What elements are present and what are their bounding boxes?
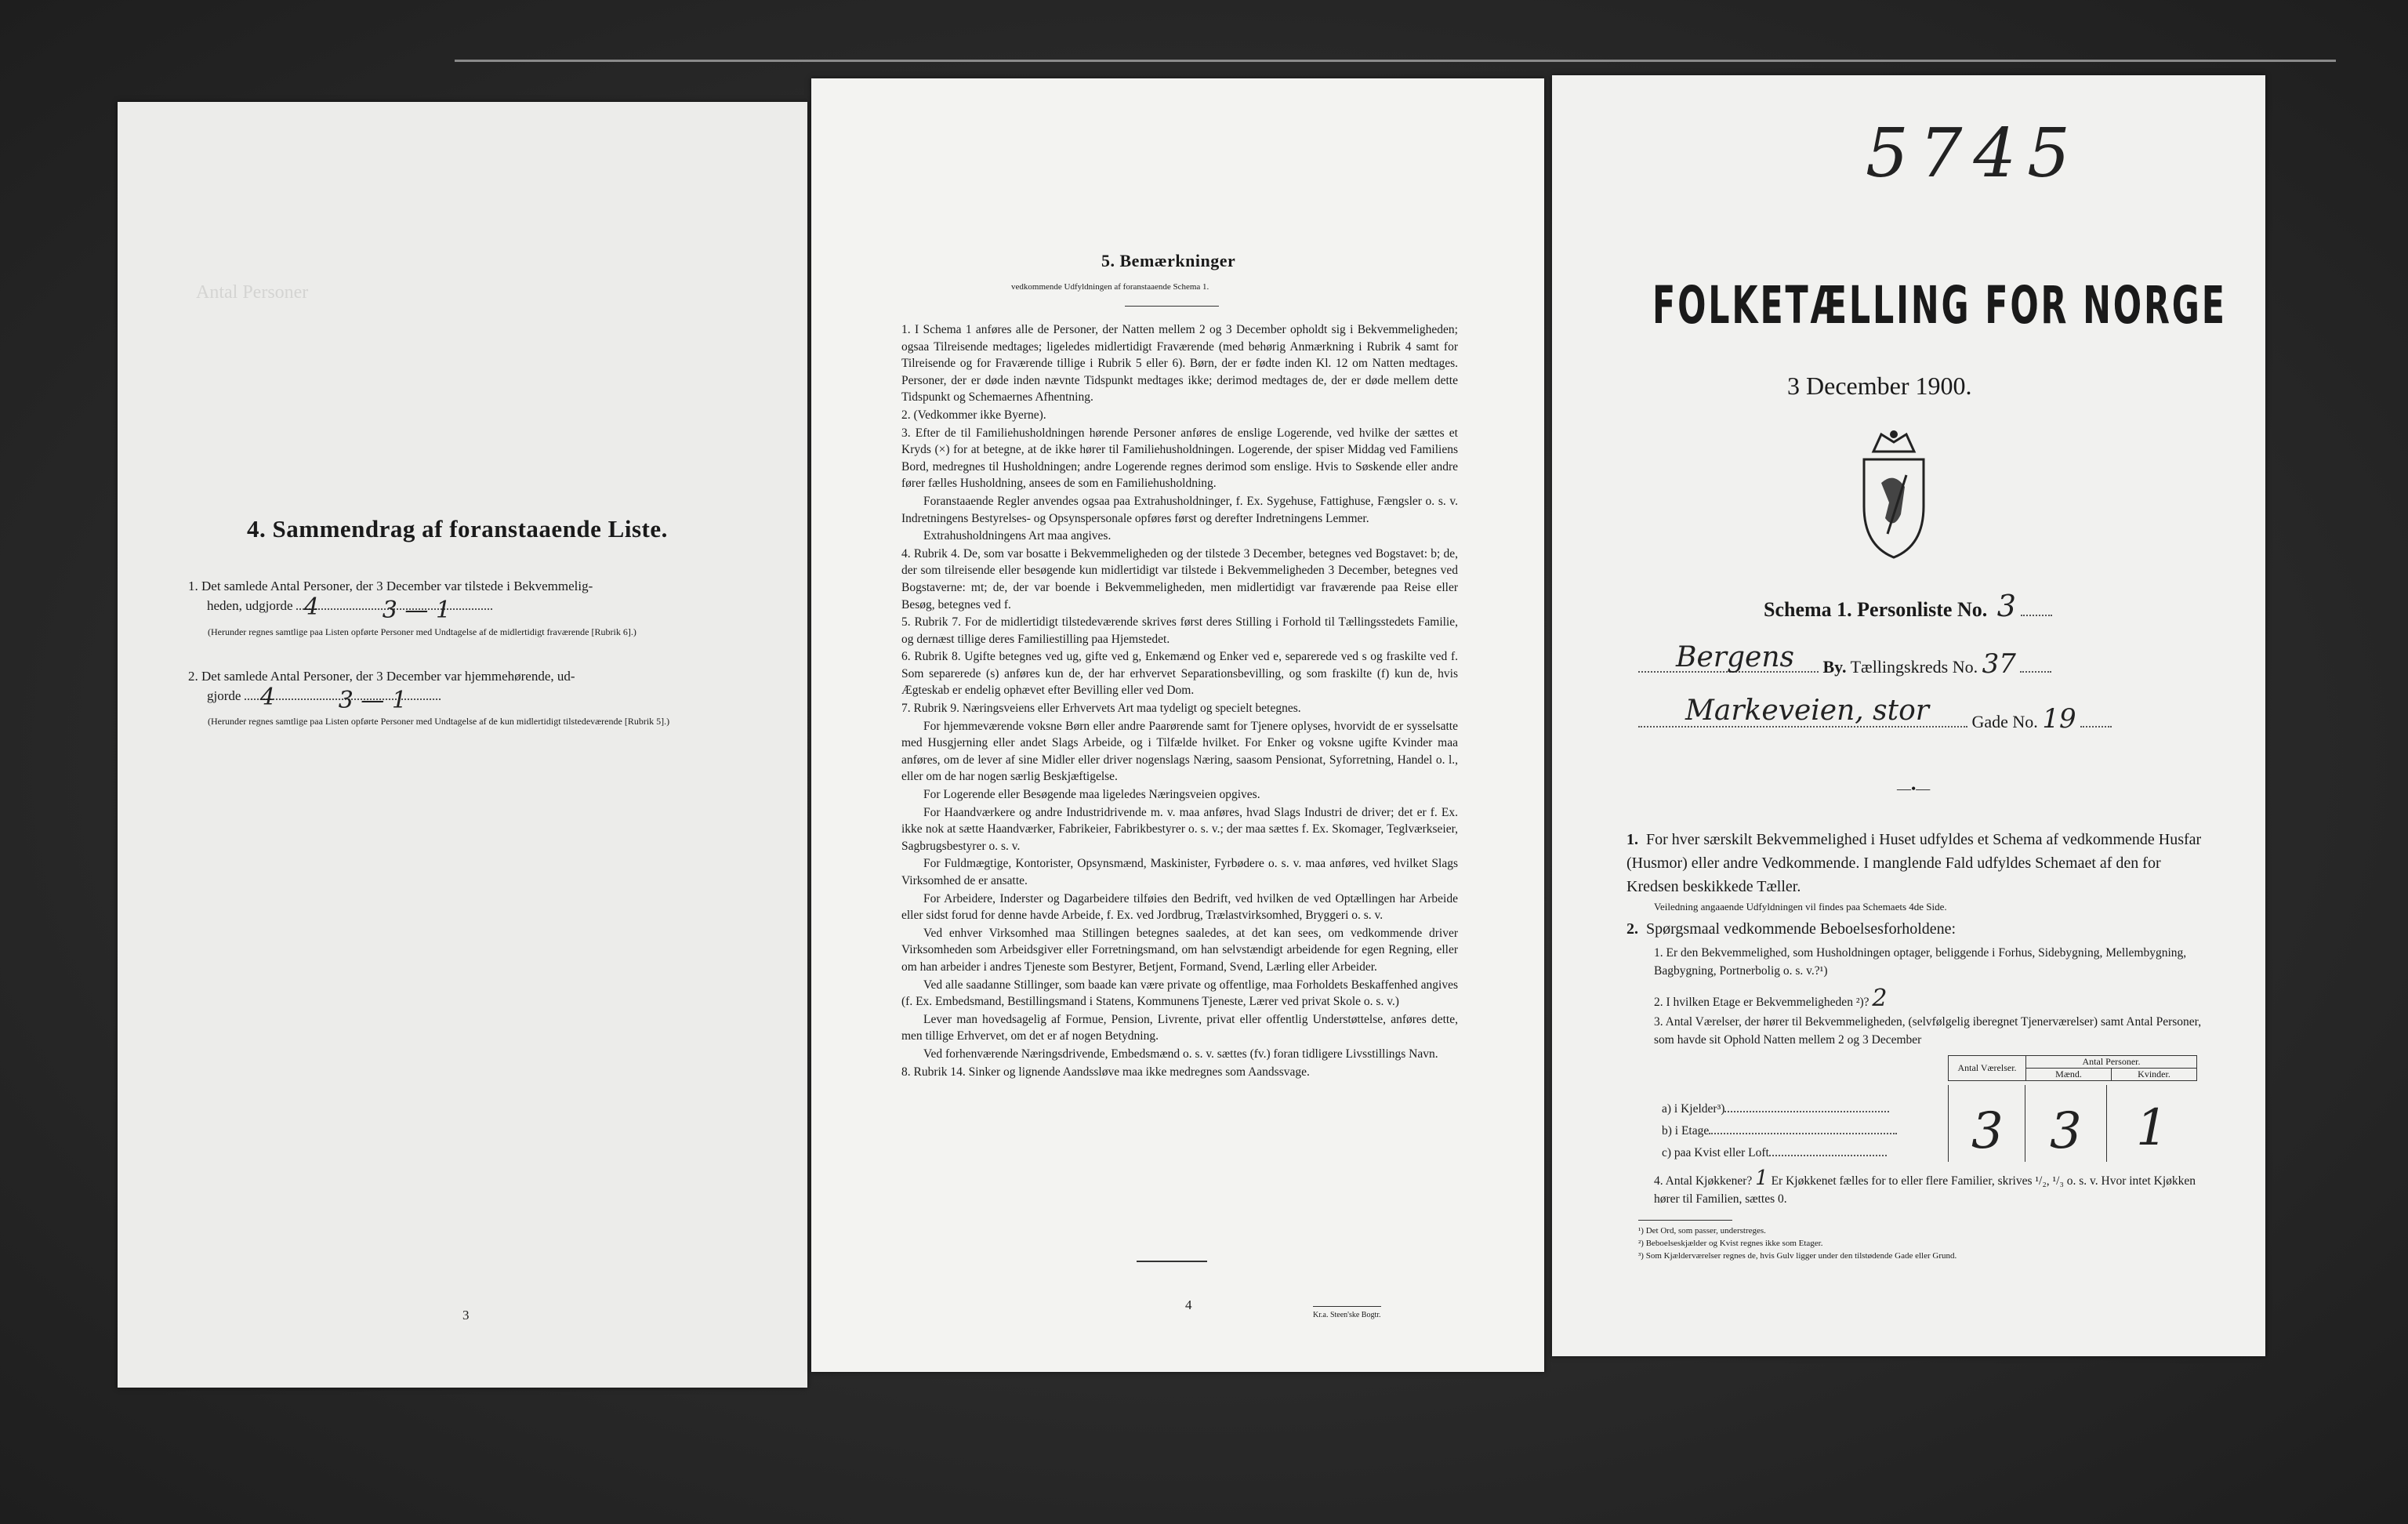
item-text: heden, udgjorde xyxy=(207,598,293,613)
summary-item-2 xyxy=(188,666,752,714)
summary-item-2-note: (Herunder regnes samtlige paa Listen opførte Personer med Undtagelse af de kun midlertidigt tilstedeværende [Rubrik 5].) xyxy=(208,716,670,727)
handwritten-field xyxy=(296,593,492,624)
section-title-summary: 4. Sammendrag af foranstaaende Liste. xyxy=(247,515,668,542)
handwritten-value: 3 — 1 xyxy=(382,597,452,624)
page-left xyxy=(118,102,807,1388)
handwritten-etage: 2 xyxy=(1872,985,1888,1012)
row-label: b) i Etage xyxy=(1662,1124,1710,1138)
instruction-number: 2. xyxy=(1626,920,1638,938)
footnotes xyxy=(1638,1225,2218,1262)
row-label: c) paa Kvist eller Loft xyxy=(1662,1146,1769,1159)
page-number: 4 xyxy=(1185,1297,1192,1312)
top-rule xyxy=(455,60,2336,62)
handwritten-rooms-value: 3 xyxy=(1971,1102,2004,1160)
remarks-list xyxy=(901,321,1458,1081)
page-right xyxy=(1552,75,2265,1356)
dotted-line xyxy=(1709,1133,1897,1134)
handwritten-field xyxy=(1638,641,1819,673)
col-head-men: Mænd. xyxy=(2026,1069,2112,1081)
instruction-text: For hver særskilt Bekvemmelighed i Huset udfyldes et Schema af vedkommende Husfar (Husmor) eller andre Vedkommende. I manglende Fald udfyldes Schemaet af den for Kredsen beskikkede Tæller. xyxy=(1626,831,2202,895)
item-text: Det samlede Antal Personer, der 3 December var tilstede i Bekvemmelig- xyxy=(201,579,593,593)
schema-text: Schema 1. Personliste No. xyxy=(1764,598,1988,621)
handwritten-gade-number: 19 xyxy=(2042,703,2076,735)
coat-of-arms-icon xyxy=(1858,428,1930,561)
summary-item-1-note: (Herunder regnes samtlige paa Listen opførte Personer med Undtagelse af de midlertidigt fraværende [Rubrik 6].) xyxy=(208,626,636,637)
dotted-line xyxy=(2020,671,2051,673)
handwritten-value: 4 xyxy=(303,593,319,621)
footnote-1: ¹) Det Ord, som passer, understreges. xyxy=(1638,1226,1766,1236)
remark-paragraph: 8. Rubrik 14. Sinker og lignende Aandssløve maa ikke medregnes som Aandssvage. xyxy=(901,1065,1310,1079)
instruction-number: 1. xyxy=(1626,831,1638,848)
row-label: a) i Kjelder³) xyxy=(1662,1102,1725,1116)
item-number: 2. xyxy=(188,669,198,684)
printer-imprint: Kr.a. Steen'ske Bogtr. xyxy=(1313,1306,1381,1322)
remark-paragraph: 4. Rubrik 4. De, som var bosatte i Bekvemmeligheden og der tilstede 3 December, betegnes ved Bogstavet: b; de, der som tilreisende eller besøgende kun midlertidigt var tilstede i Bekvemmeligheden 3 December, betegnes ved Bogstaverne: mt; de, der var boende i Bekvemmeligheden, men midlertidigt var fraværende paa Reise eller Besøg, betegnes ved f. xyxy=(901,546,1458,611)
question-1: 1. Er den Bekvemmelighed, som Husholdningen optager, beliggende i Forhus, Sidebygning, Mellembygning, Bagbygning, Portnerbolig o. s. v.?¹) xyxy=(1654,946,2187,978)
page-number: 3 xyxy=(462,1308,470,1323)
handwritten-city: Bergens xyxy=(1676,641,1794,673)
dotted-line xyxy=(2080,726,2112,728)
footnote-2: ²) Beboelseskjælder og Kvist regnes ikke som Etager. xyxy=(1638,1239,1823,1248)
remark-paragraph: Ved forhenværende Næringsdrivende, Embedsmænd o. s. v. sættes (fv.) foran tidligere Livsstillings Navn. xyxy=(923,1047,1438,1061)
remark-paragraph: 7. Rubrik 9. Næringsveiens eller Erhvervets Art maa tydeligt og specielt betegnes. xyxy=(901,702,1301,716)
street-line xyxy=(1638,695,2203,735)
instruction-1-note: Veiledning angaaende Udfyldningen vil findes paa Schemaets 4de Side. xyxy=(1654,901,1947,913)
col-head-rooms: Antal Værelser. xyxy=(1949,1056,2026,1081)
divider xyxy=(1137,1261,1207,1262)
by-label: By. xyxy=(1822,657,1847,677)
summary-item-1 xyxy=(188,576,752,624)
remark-paragraph: For Logerende eller Besøgende maa ligeledes Næringsveien opgives. xyxy=(923,788,1260,802)
handwritten-kitchens: 1 xyxy=(1755,1167,1768,1190)
district-line xyxy=(1638,641,2203,680)
col-head-women: Kvinder. xyxy=(2112,1069,2197,1081)
item-text: Det samlede Antal Personer, der 3 December var hjemmehørende, ud- xyxy=(201,669,575,684)
question-3: 3. Antal Værelser, der hører til Bekvemmeligheden, (selvfølgelig iberegnet Tjenerværelser) samt Antal Personer, som havde sit Ophold Natten mellem 2 og 3 December xyxy=(1654,1015,2202,1047)
handwritten-men-value: 3 xyxy=(2050,1102,2082,1160)
schema-label xyxy=(1764,589,2052,623)
question-2 xyxy=(1654,985,2210,1012)
table-rule xyxy=(1948,1085,1949,1162)
handwritten-field xyxy=(245,684,441,714)
handwritten-kreds-number: 37 xyxy=(1982,648,2016,680)
document-title: FOLKETÆLLING FOR NORGE xyxy=(1652,275,2227,336)
remark-paragraph: Ved enhver Virksomhed maa Stillingen betegnes saaledes, at det kan sees, om vedkommende driver Virksomheden som Arbeidsgiver eller Forretningsmand, om han selvstændigt arbeidende for egen Regning, eller om han arbeider i andres Tjeneste som Bestyrer, Betjent, Formand, Svend, Lærling eller Arbeider. xyxy=(901,926,1458,974)
kreds-label: Tællingskreds No. xyxy=(1850,657,1978,677)
section-title-remarks: 5. Bemærkninger xyxy=(1101,251,1236,270)
handwritten-women-value: 1 xyxy=(2136,1099,2168,1157)
instruction-1 xyxy=(1626,828,2207,898)
rooms-table-header xyxy=(1948,1055,2197,1081)
page-middle xyxy=(811,78,1544,1372)
remark-paragraph: Foranstaaende Regler anvendes ogsaa paa Extrahusholdninger, f. Ex. Sygehuse, Fattighuse, Fængsler o. s. v. Indretningens Bestyrelses- og Opsynspersonale opføres først og derefter Indretningens Lemmer. xyxy=(901,494,1458,525)
instruction-text: Spørgsmaal vedkommende Beboelsesforholdene: xyxy=(1646,920,1956,938)
dotted-line xyxy=(1724,1111,1889,1112)
bleed-through-text: Antal Personer xyxy=(196,282,309,303)
remark-paragraph: Lever man hovedsagelig af Formue, Pension, Livrente, privat eller offentlig Understøttelse, anføres dette, men tillige Erhvervet, om det er af nogen Betydning. xyxy=(901,1012,1458,1043)
handwritten-personliste-number: 3 xyxy=(1996,589,2016,623)
remark-paragraph: For Haandværkere og andre Industridrivende m. v. maa anføres, hvad Slags Industri de driver; det er f. Ex. ikke nok at sætte Haandværker, Fabrikeier, Fabrikbestyrer o. s. v.; der maa sættes f. Ex. Skomager, Teglværkseier, Sagbrugsbestyrer o. s. v. xyxy=(901,805,1458,853)
footnote-3: ³) Som Kjælderværelser regnes de, hvis Gulv ligger under den tilstødende Gade eller Grund. xyxy=(1638,1251,1957,1261)
table-rule xyxy=(2106,1085,2107,1162)
handwritten-field xyxy=(1638,695,1967,728)
remark-paragraph: For Arbeidere, Inderster og Dagarbeidere tilføies den Bedrift, ved hvilken de ved Optællingen har Arbeide eller sidst forud for denne havde Arbeide, f. Ex. ved Jordbrug, Trælastvirksomhed, Bryggeri o. s. v. xyxy=(901,891,1458,923)
footnote-rule xyxy=(1638,1220,1732,1221)
dotted-line xyxy=(2021,615,2052,616)
archive-stamp-number: 5745 xyxy=(1866,114,2081,193)
handwritten-value: 4 xyxy=(259,684,275,711)
question-text: 2. I hvilken Etage er Bekvemmeligheden ²)? xyxy=(1654,996,1869,1009)
instruction-2 xyxy=(1626,917,2207,941)
handwritten-value: 3 — 1 xyxy=(338,687,407,714)
remark-paragraph: Ved alle saadanne Stillinger, som baade kan være private og offentlige, maa Forholdets Beskaffenhed angives (f. Ex. Embedsmand, Bestillingsmand i Statens, Kommunens Tjeneste, Lærer ved privat Skole o. s. v.) xyxy=(901,978,1458,1009)
handwritten-street: Markeveien, stor xyxy=(1685,695,1930,727)
item-text: gjorde xyxy=(207,688,241,703)
remark-paragraph: 5. Rubrik 7. For de midlertidigt tilstedeværende skrives først deres Stilling i Forhold til Tællingsstedets Familie, og dernæst tillige deres Familiestilling paa Hjemstedet. xyxy=(901,615,1458,646)
remark-paragraph: 1. I Schema 1 anføres alle de Personer, der Natten mellem 2 og 3 December opholdt sig i Bekvemmeligheden; ogsaa Tilreisende medtages; ligeledes midlertidigt Fraværende (med behørig Anmærkning i Rubrik 4 samt for Tilreisende og for Fraværende tillige i Rubrik 5 eller 6). Børn, der er fødte inden Kl. 12 om Natten medtages. Personer, der er døde inden nævnte Tidspunkt medtages ikke; derimod medtages de, der er døde mellem dette Tidspunkt og Schemaernes Afhentning. xyxy=(901,323,1458,405)
table-row-b xyxy=(1662,1124,1897,1138)
item-number: 1. xyxy=(188,579,198,593)
table-row-c xyxy=(1662,1146,1887,1160)
question-4 xyxy=(1654,1167,2210,1208)
remark-paragraph: 3. Efter de til Familiehusholdningen hørende Personer anføres de enslige Logerende, ved hvilke der sættes et Kryds (×) for at betegne, at de ikke hører til Familiehusholdningen. Logerende, der spiser Middag ved Familiens Bord, medregnes til Husholdningen; andre Logerende regnes derimod som enslige. Hvis to Søskende eller andre fører fælles Husholdning, ansees de som en Familiehusholdning. xyxy=(901,426,1458,491)
census-date: 3 December 1900. xyxy=(1787,372,1972,400)
remark-paragraph: For Fuldmægtige, Kontorister, Opsynsmænd, Maskinister, Fyrbødere o. s. v. maa anføres, ved hvilket Slags Virksomhed de er ansatte. xyxy=(901,857,1458,887)
remark-paragraph: Extrahusholdningens Art maa angives. xyxy=(923,529,1112,543)
section-subtitle: vedkommende Udfyldningen af foranstaaende Schema 1. xyxy=(1011,282,1209,292)
question-text: Er Kjøkkenet fælles for to eller flere Familier, skrives ¹/₂, ¹/₃ o. s. v. Hvor intet Kjøkken hører til Familien, sættes 0. xyxy=(1654,1174,2196,1206)
col-head-persons: Antal Personer. xyxy=(2026,1056,2197,1069)
table-row-a xyxy=(1662,1102,1889,1116)
ornament-divider: —•— xyxy=(1897,781,1931,796)
gade-label: Gade No. xyxy=(1971,712,2038,731)
question-text: 4. Antal Kjøkkener? xyxy=(1654,1174,1753,1188)
remark-paragraph: 2. (Vedkommer ikke Byerne). xyxy=(901,408,1046,422)
remark-paragraph: 6. Rubrik 8. Ugifte betegnes ved ug, gifte ved g, Enkemænd og Enker ved e, separerede ved s og fraskilte ved f. Som separerede (s) anføres kun de, der har erhvervet Separationsbevilling, og som fraskilte (f) kun de, hvis Ægteskab er endelig ophævet efter Bevilling eller ved Dom. xyxy=(901,650,1458,698)
dotted-line xyxy=(1769,1155,1887,1156)
divider xyxy=(1125,306,1219,307)
remark-paragraph: For hjemmeværende voksne Børn eller andre Paarørende samt for Tjenere oplyses, hvorvidt de er sysselsatte med Husgjerning eller andet Slags Arbeide, og i Tilfælde hvilket. For Enker og voksne ugifte Kvinder maa anføres, om de lever af sine Midler eller driver nogenslags Næring, saasom Pensionat, Syforretning, Handel o. l., eller om de har nogen særlig Beskjæftigelse. xyxy=(901,719,1458,784)
